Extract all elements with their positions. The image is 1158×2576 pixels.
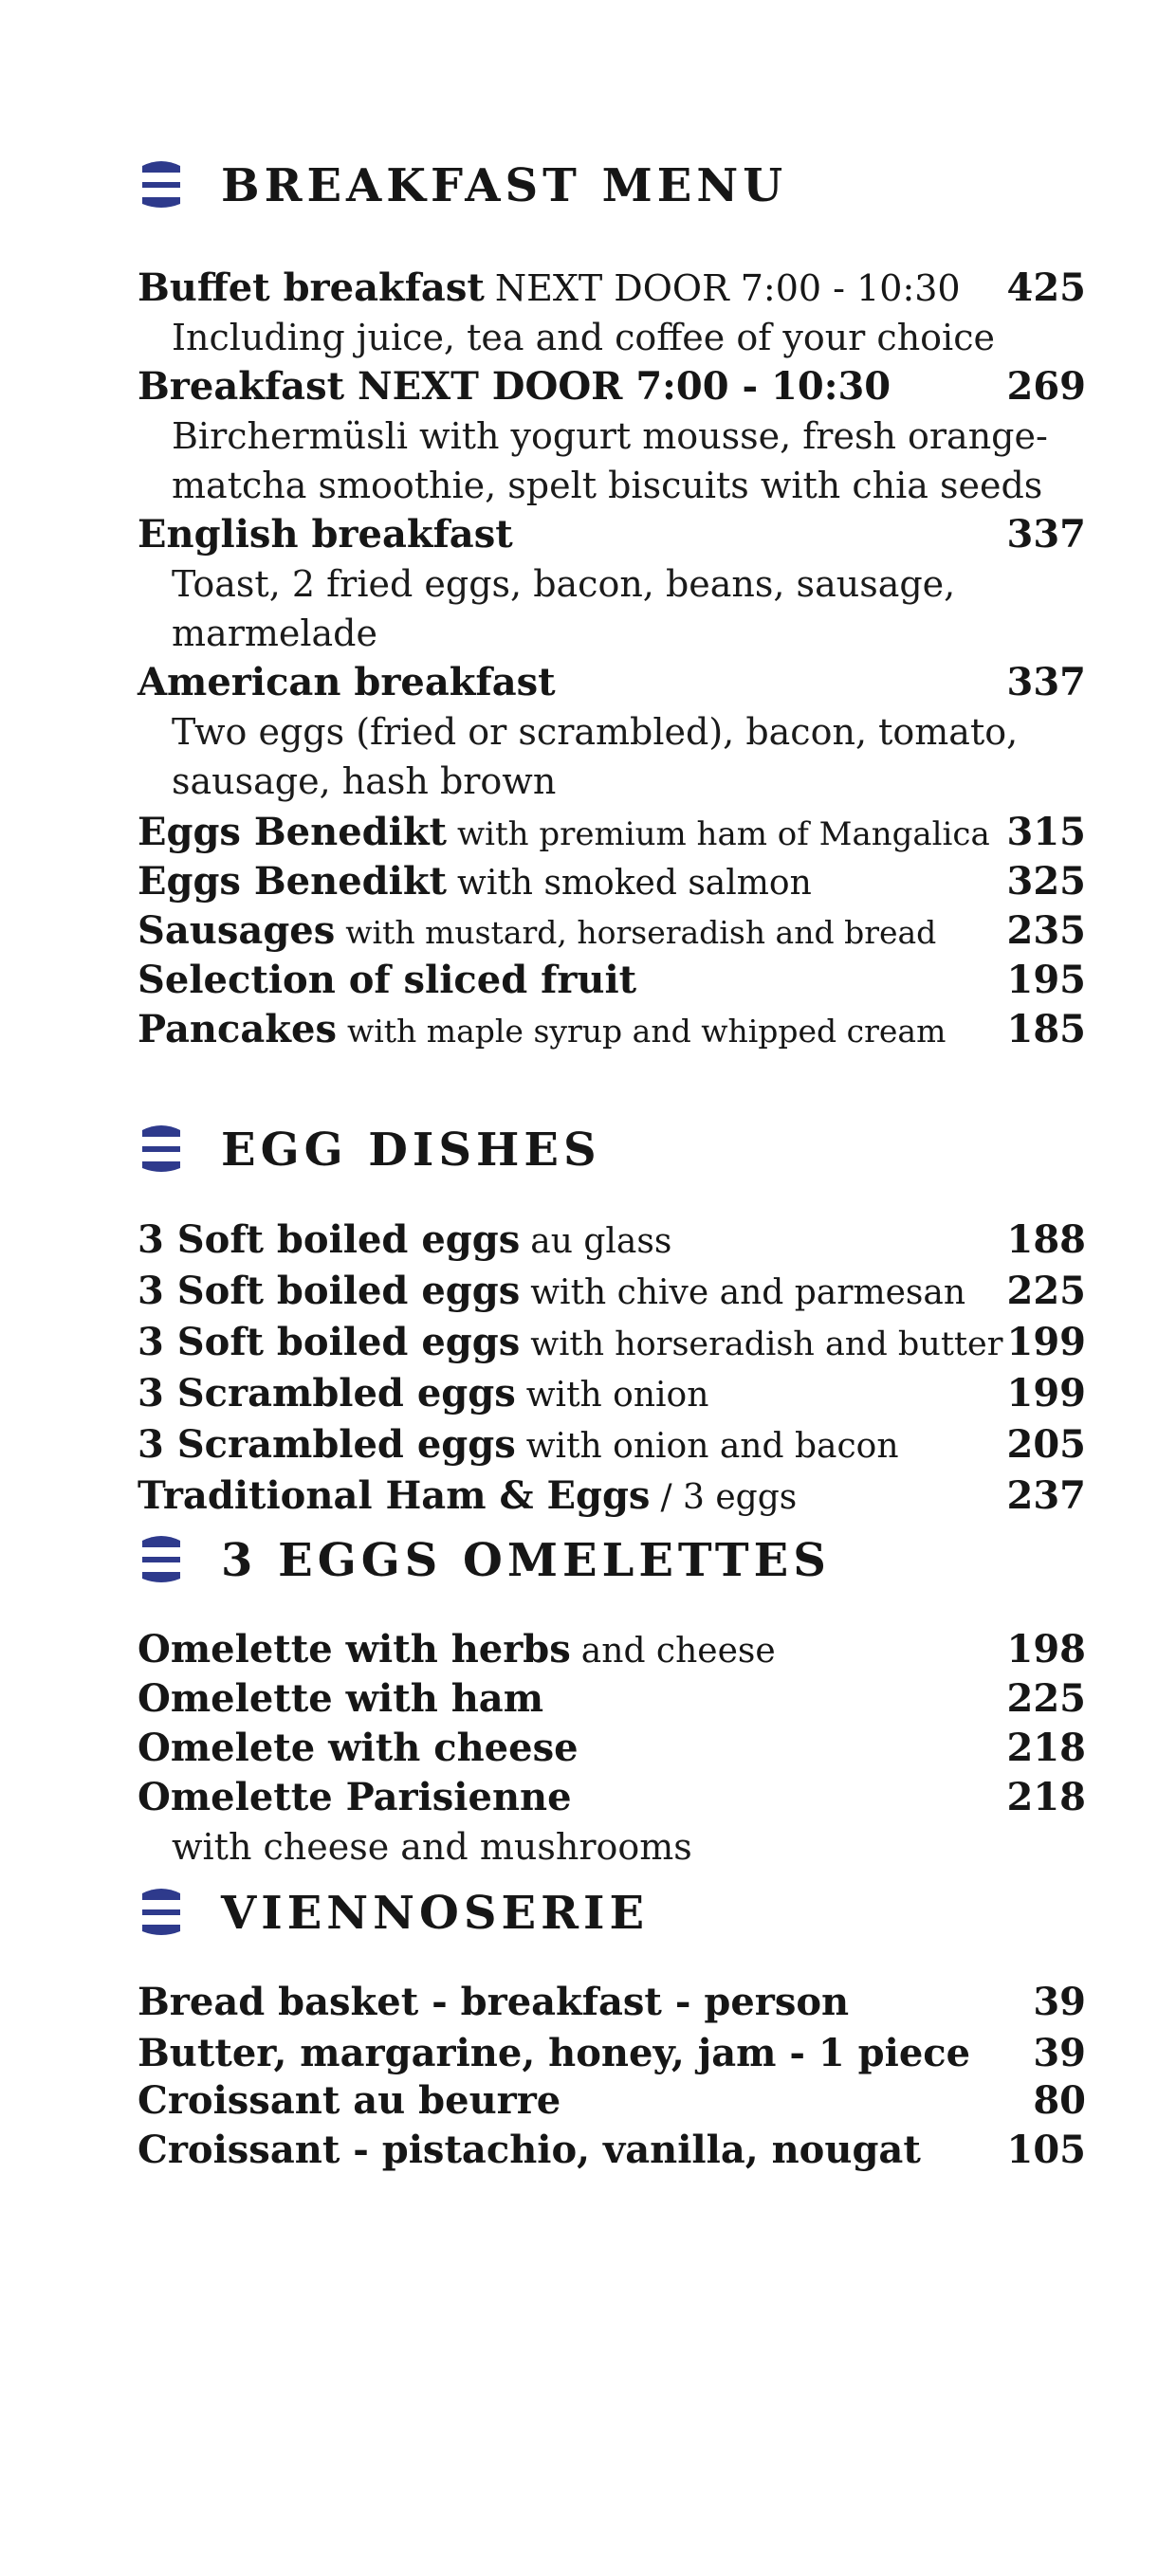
item-price: 237 <box>1006 1473 1086 1518</box>
item-name: Omelette with herbs <box>138 1627 571 1672</box>
item-name: Traditional Ham & Eggs <box>138 1473 651 1518</box>
item-price: 39 <box>1033 2031 1086 2075</box>
item-name: Butter, margarine, honey, jam - 1 piece <box>138 2031 971 2075</box>
stripes-icon <box>138 156 185 213</box>
stripes-icon <box>138 1884 185 1941</box>
item-price: 218 <box>1006 1726 1086 1770</box>
item-price: 218 <box>1006 1775 1086 1819</box>
section-header-breakfast <box>138 155 1086 217</box>
menu-item <box>138 1318 1086 1367</box>
section-header-viennoserie <box>138 1882 1086 1945</box>
item-price: 235 <box>1006 908 1086 953</box>
item-name: Eggs Benedikt <box>138 810 448 854</box>
section-header-egg-dishes <box>138 1119 1086 1181</box>
menu-item <box>138 1471 1086 1521</box>
item-description-line: matcha smoothie, spelt biscuits with chia seeds <box>172 465 1043 506</box>
item-name: 3 Soft boiled eggs <box>138 1320 521 1364</box>
menu-item <box>138 658 1086 707</box>
item-description-line: Including juice, tea and coffee of your choice <box>172 317 995 358</box>
item-price: 205 <box>1006 1422 1086 1467</box>
menu-item <box>138 1215 1086 1265</box>
item-desc: with onion and bacon <box>525 1427 899 1466</box>
item-desc: and cheese <box>580 1632 776 1671</box>
item-price: 315 <box>1006 810 1086 854</box>
item-price: 198 <box>1006 1627 1086 1672</box>
item-desc: / 3 eggs <box>660 1478 798 1517</box>
item-description-line: marmelade <box>172 612 377 654</box>
menu-item <box>138 1674 1086 1724</box>
item-name: Eggs Benedikt <box>138 859 448 904</box>
item-description-line: Birchermüsli with yogurt mousse, fresh orange- <box>172 415 1048 457</box>
section-title: 3 EGGS OMELETTES <box>221 1534 831 1587</box>
item-price: 225 <box>1006 1269 1086 1313</box>
item-price: 199 <box>1006 1371 1086 1416</box>
stripes-icon <box>138 1531 185 1588</box>
menu-item <box>138 1773 1086 1822</box>
stripes-icon <box>138 1121 185 1178</box>
item-price: 105 <box>1006 2128 1086 2172</box>
menu-item <box>138 808 1086 857</box>
item-price: 225 <box>1006 1676 1086 1721</box>
menu-item <box>138 510 1086 559</box>
item-name: Sausages <box>138 908 336 953</box>
menu-item <box>138 1724 1086 1773</box>
menu-item <box>138 1978 1086 2027</box>
menu-item <box>138 1267 1086 1316</box>
menu-item <box>138 1369 1086 1418</box>
menu-item <box>138 264 1086 313</box>
item-desc: with onion <box>525 1376 709 1415</box>
section-title: BREAKFAST MENU <box>221 159 788 212</box>
item-desc: with horseradish and butter <box>530 1325 1003 1363</box>
section-title: EGG DISHES <box>221 1124 601 1177</box>
item-name: English breakfast <box>138 512 513 557</box>
item-name: Omelette Parisienne <box>138 1775 572 1819</box>
item-desc: with maple syrup and whipped cream <box>346 1013 947 1050</box>
item-price: 80 <box>1033 2078 1086 2123</box>
menu-item <box>138 362 1086 411</box>
item-desc: NEXT DOOR 7:00 - 10:30 <box>494 267 961 309</box>
item-name: 3 Scrambled eggs <box>138 1371 516 1416</box>
item-name: Pancakes <box>138 1007 337 1051</box>
item-desc: au glass <box>530 1222 672 1261</box>
section-header-omelettes <box>138 1529 1086 1592</box>
item-description-line: Toast, 2 fried eggs, bacon, beans, sausage, <box>172 563 956 605</box>
item-price: 269 <box>1006 364 1086 409</box>
menu-item <box>138 1005 1086 1054</box>
item-price: 425 <box>1006 265 1086 310</box>
menu-item <box>138 2126 1086 2175</box>
menu-item <box>138 2076 1086 2126</box>
item-desc: with smoked salmon <box>457 864 812 903</box>
menu-item <box>138 956 1086 1005</box>
item-description-line: with cheese and mushrooms <box>172 1826 692 1868</box>
menu-item <box>138 1420 1086 1470</box>
item-desc: with mustard, horseradish and bread <box>345 914 937 951</box>
section-title: VIENNOSERIE <box>221 1887 650 1940</box>
item-desc: with premium ham of Mangalica <box>457 815 990 853</box>
item-name: Breakfast NEXT DOOR 7:00 - 10:30 <box>138 364 891 409</box>
item-price: 188 <box>1006 1217 1086 1262</box>
item-description-line: Two eggs (fried or scrambled), bacon, tomato, <box>172 711 1019 753</box>
item-name: Omelette with ham <box>138 1676 544 1721</box>
item-name: Croissant - pistachio, vanilla, nougat <box>138 2128 921 2172</box>
item-name: Selection of sliced fruit <box>138 958 637 1002</box>
menu-item <box>138 906 1086 956</box>
item-price: 185 <box>1006 1007 1086 1051</box>
item-name: Bread basket - breakfast - person <box>138 1980 850 2024</box>
item-price: 195 <box>1006 958 1086 1002</box>
item-price: 199 <box>1006 1320 1086 1364</box>
item-name: Croissant au beurre <box>138 2078 561 2123</box>
item-description-line: sausage, hash brown <box>172 760 557 802</box>
item-name: American breakfast <box>138 660 556 704</box>
item-price: 325 <box>1006 859 1086 904</box>
menu-item <box>138 2029 1086 2078</box>
item-name: Omelete with cheese <box>138 1726 579 1770</box>
menu-item <box>138 1625 1086 1674</box>
item-name: 3 Soft boiled eggs <box>138 1217 521 1262</box>
menu-item <box>138 857 1086 906</box>
item-name: Buffet breakfast <box>138 265 485 310</box>
item-price: 337 <box>1006 660 1086 704</box>
item-name: 3 Scrambled eggs <box>138 1422 516 1467</box>
item-desc: with chive and parmesan <box>530 1273 966 1312</box>
item-price: 337 <box>1006 512 1086 557</box>
item-name: 3 Soft boiled eggs <box>138 1269 521 1313</box>
item-price: 39 <box>1033 1980 1086 2024</box>
